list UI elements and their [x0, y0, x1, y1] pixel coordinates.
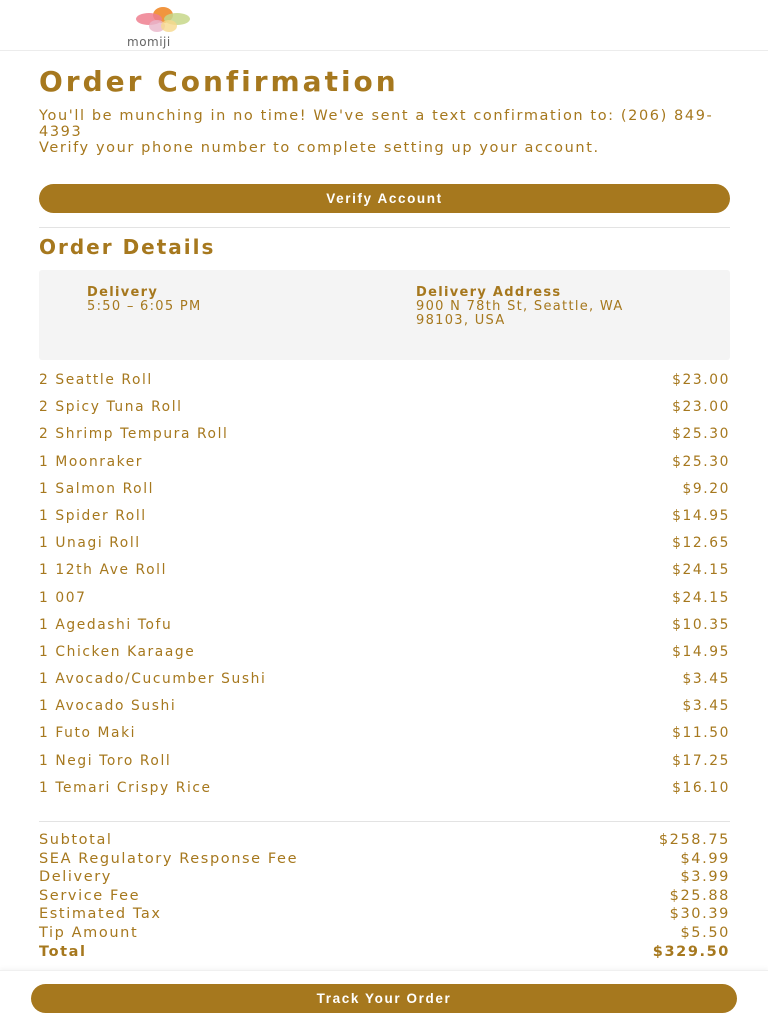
tip-row [39, 924, 730, 943]
item-price: $25.30 [672, 426, 730, 443]
delivery-address-block [416, 286, 656, 328]
item-name: 1 Negi Toro Roll [39, 752, 172, 769]
item-price: $23.00 [672, 399, 730, 416]
order-details-heading: Order Details [39, 235, 216, 259]
totals-value: $258.75 [658, 832, 730, 848]
confirmation-section [39, 64, 730, 156]
verify-account-button[interactable]: Verify Account [39, 184, 730, 213]
item-price: $9.20 [682, 480, 730, 497]
order-totals [39, 831, 730, 961]
item-price: $10.35 [672, 616, 730, 633]
list-item [39, 395, 730, 422]
item-name: 2 Seattle Roll [39, 372, 153, 388]
delivery-fee-row [39, 868, 730, 887]
list-item [39, 749, 730, 776]
delivery-label: Delivery [87, 285, 159, 300]
totals-label: Total [39, 943, 87, 960]
item-price: $17.25 [672, 752, 730, 769]
item-name: 1 12th Ave Roll [39, 562, 168, 579]
item-price: $16.10 [672, 779, 730, 796]
delivery-address: 900 N 78th St, Seattle, WA 98103, USA [416, 299, 624, 328]
totals-label: Delivery [39, 869, 112, 886]
item-price: $12.65 [672, 535, 730, 552]
totals-label: Service Fee [39, 887, 141, 904]
totals-value: $30.39 [669, 906, 730, 923]
item-price: $3.45 [682, 698, 730, 715]
item-name: 1 Unagi Roll [39, 535, 141, 552]
address-label: Delivery Address [416, 285, 562, 300]
list-item [39, 450, 730, 477]
item-price: $23.00 [672, 372, 730, 388]
subtotal-row [39, 831, 730, 850]
intro-text [39, 108, 730, 156]
service-fee-row [39, 887, 730, 906]
item-name: 1 Futo Maki [39, 725, 137, 742]
top-bar [0, 0, 768, 51]
list-item [39, 694, 730, 721]
totals-label: SEA Regulatory Response Fee [39, 850, 299, 867]
item-price: $24.15 [672, 589, 730, 606]
item-name: 1 Moonraker [39, 453, 144, 470]
item-price: $3.45 [682, 671, 730, 688]
item-name: 2 Shrimp Tempura Roll [39, 426, 229, 443]
list-item [39, 640, 730, 667]
delivery-info-panel [39, 270, 730, 360]
delivery-time-block [87, 286, 202, 314]
item-price: $11.50 [672, 725, 730, 742]
item-name: 1 Agedashi Tofu [39, 616, 173, 633]
list-item [39, 721, 730, 748]
item-name: 1 Salmon Roll [39, 480, 155, 497]
totals-label: Tip Amount [39, 924, 139, 941]
item-name: 1 007 [39, 589, 87, 606]
item-price: $24.15 [672, 562, 730, 579]
page-title: Order Confirmation [39, 65, 399, 98]
divider [39, 227, 730, 228]
item-name: 1 Temari Crispy Rice [39, 779, 212, 796]
totals-label: Estimated Tax [39, 906, 162, 923]
totals-value: $25.88 [669, 887, 730, 904]
item-name: 1 Chicken Karaage [39, 643, 196, 660]
list-item [39, 613, 730, 640]
verify-message: Verify your phone number to complete setting up your account. [39, 140, 600, 156]
list-item [39, 422, 730, 449]
totals-value: $5.50 [680, 924, 730, 941]
maple-leaf-icon [117, 4, 209, 36]
item-name: 1 Spider Roll [39, 507, 147, 524]
divider [39, 821, 730, 822]
list-item [39, 368, 730, 395]
item-name: 2 Spicy Tuna Roll [39, 399, 183, 416]
track-order-button[interactable]: Track Your Order [31, 984, 737, 1013]
list-item [39, 586, 730, 613]
delivery-time: 5:50 – 6:05 PM [87, 299, 202, 314]
momiji-logo[interactable] [113, 4, 209, 48]
item-price: $14.95 [672, 507, 730, 524]
totals-value: $4.99 [680, 850, 730, 867]
item-name: 1 Avocado Sushi [39, 698, 177, 715]
list-item [39, 776, 730, 803]
list-item [39, 477, 730, 504]
order-items-list [39, 368, 730, 803]
list-item [39, 667, 730, 694]
totals-value: $329.50 [652, 943, 730, 960]
item-name: 1 Avocado/Cucumber Sushi [39, 671, 267, 688]
totals-value: $3.99 [680, 869, 730, 886]
item-price: $25.30 [672, 453, 730, 470]
brand-name: momiji [127, 35, 171, 49]
list-item [39, 558, 730, 585]
confirmation-message: You'll be munching in no time! We've sent a text confirmation to: (206) 849-4393 [39, 108, 714, 140]
total-row [39, 943, 730, 962]
list-item [39, 504, 730, 531]
totals-label: Subtotal [39, 832, 113, 848]
tax-row [39, 905, 730, 924]
item-price: $14.95 [672, 643, 730, 660]
regulatory-fee-row [39, 850, 730, 869]
list-item [39, 531, 730, 558]
